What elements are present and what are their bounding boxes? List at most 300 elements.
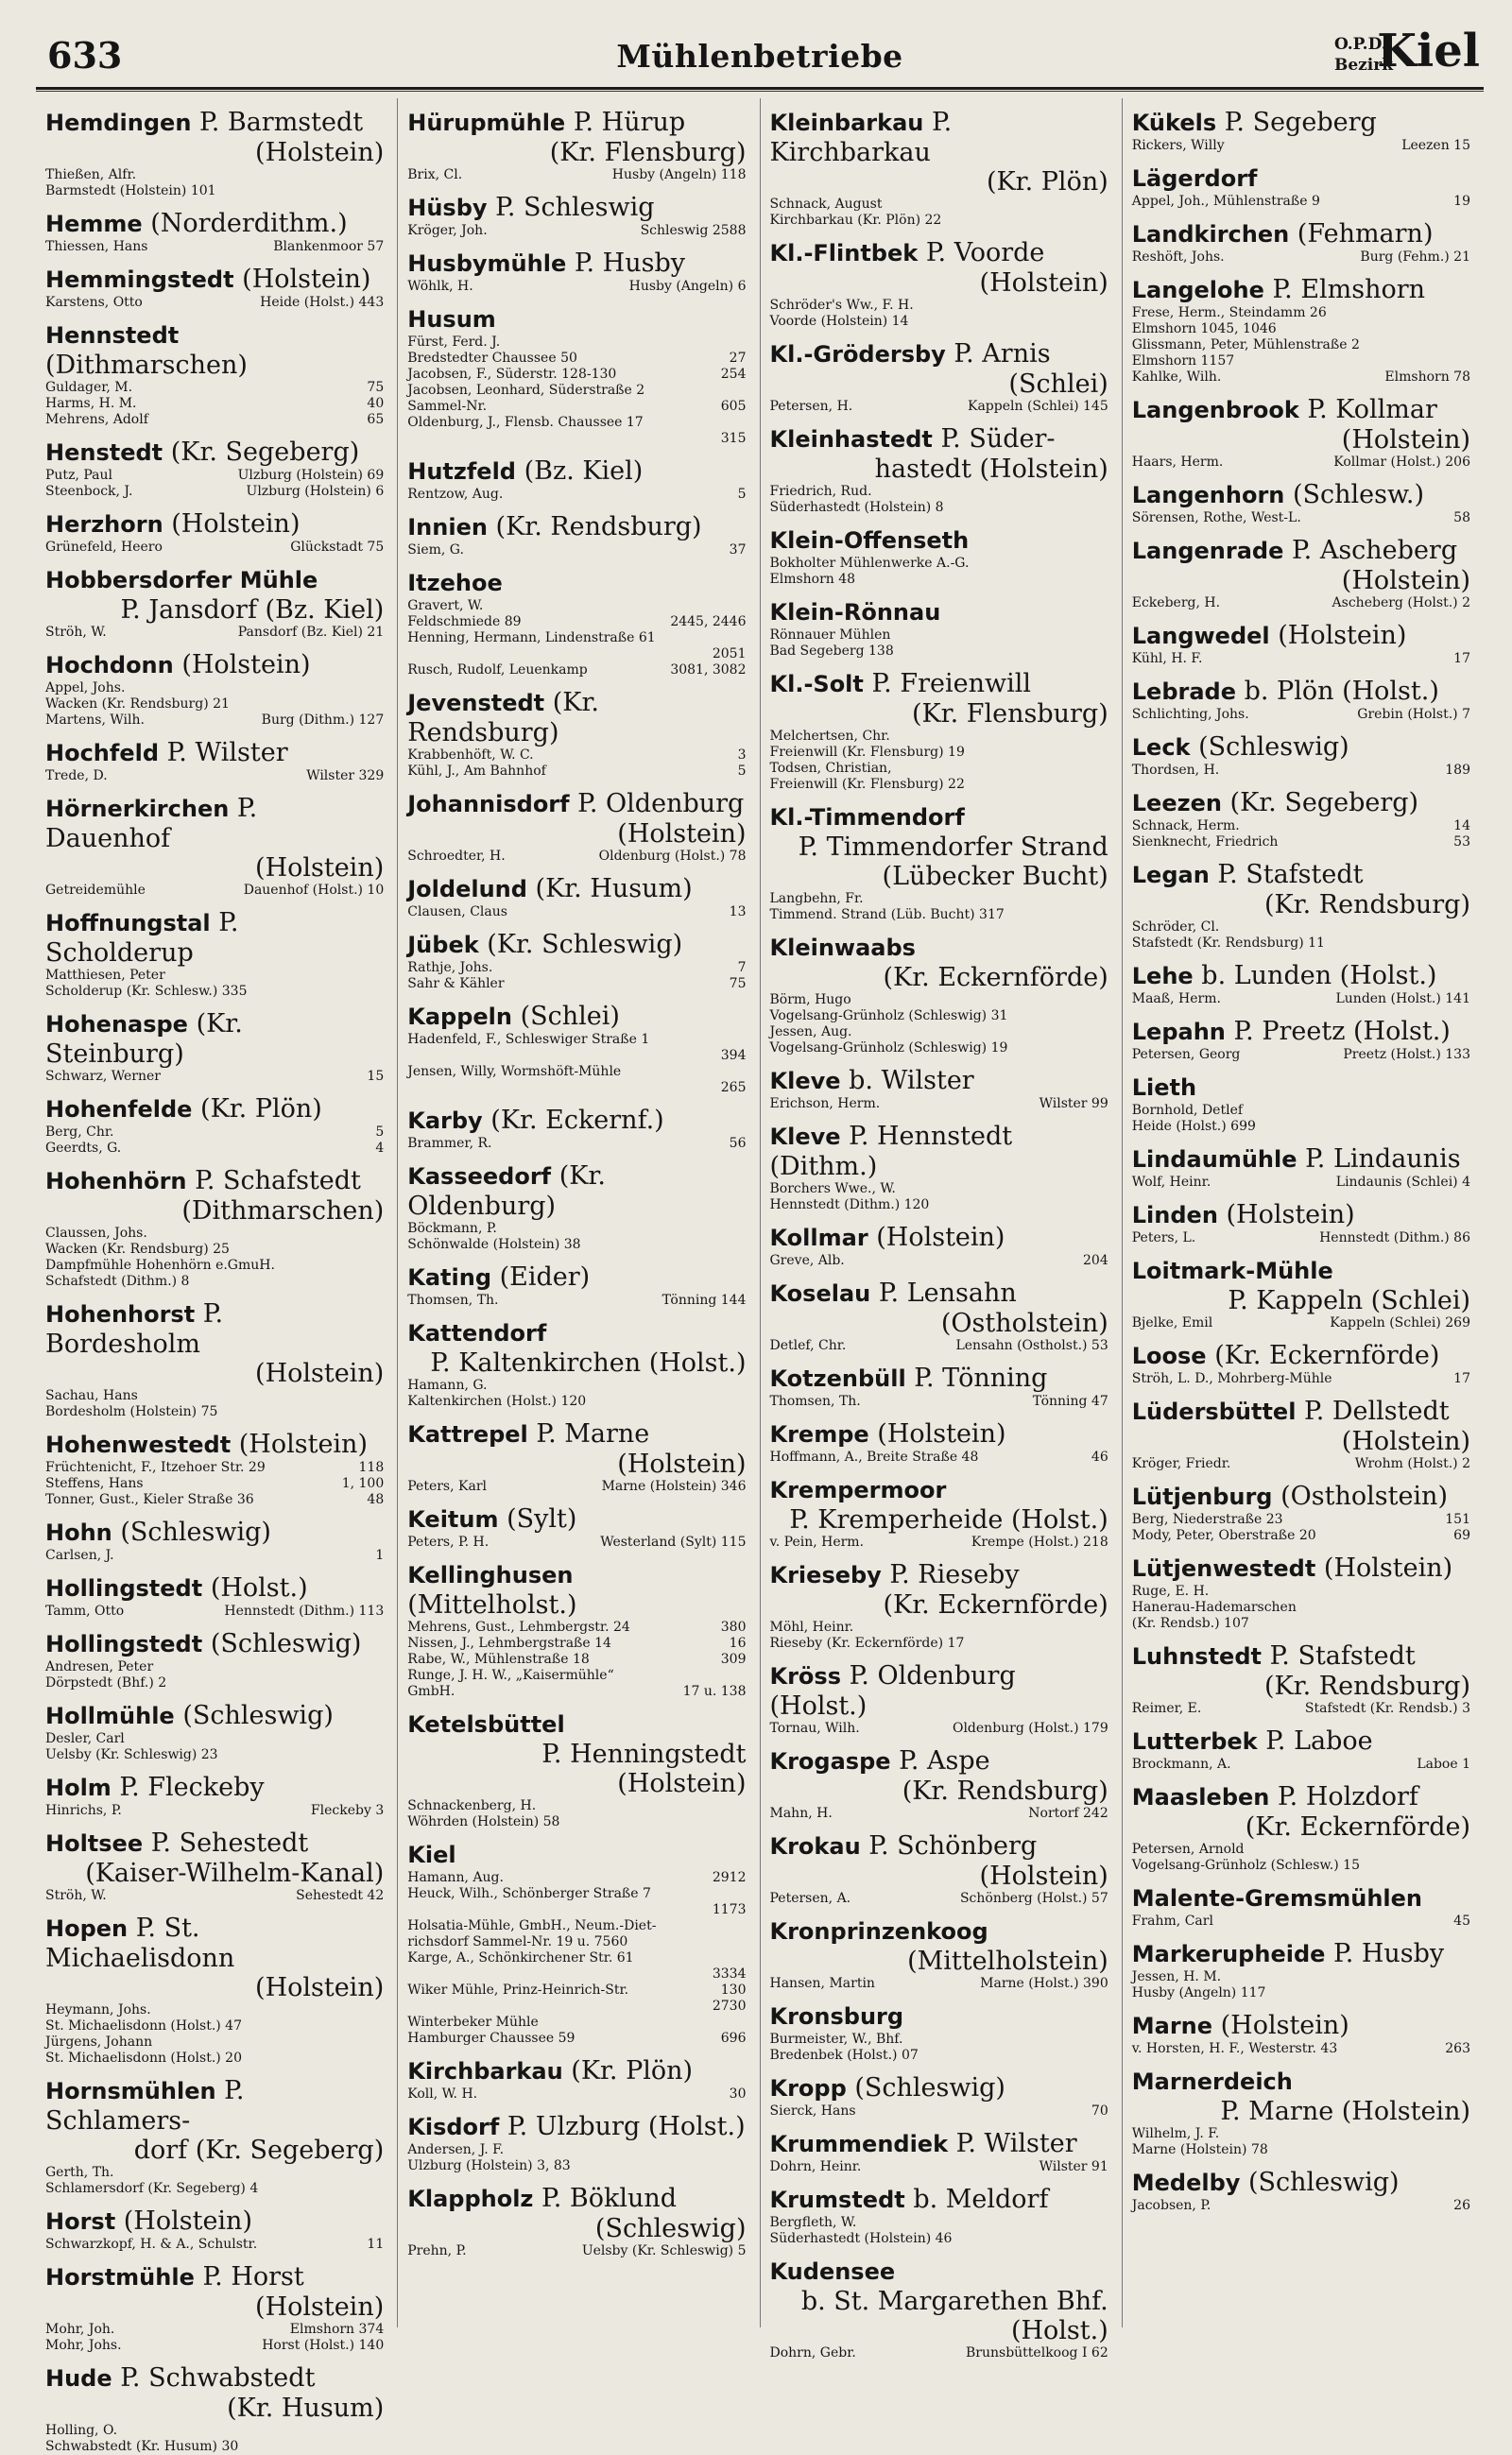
place-qualifier: (Kr. Rendsburg) [495,512,702,541]
place-heading [407,2184,746,2214]
place-entry [770,1122,1108,1213]
place-entry [1132,395,1470,471]
mill-listing [1132,337,1470,353]
place-qualifier: P. Wilster [955,2129,1077,2158]
mill-listing [407,1934,746,1950]
mill-listing [45,2018,384,2034]
phone-number: 605 [720,399,747,414]
place-heading [407,1709,746,1740]
mill-owner: Peters, L. [1131,1230,1196,1245]
mill-owner: Bokholter Mühlenwerke A.-G. [769,556,970,571]
mill-owner: Thomsen, Th. [407,1293,499,1308]
place-entry [45,1094,384,1157]
place-qualifier: (Holst.) [210,1573,308,1603]
mill-owner: Mehrens, Gust., Lehmbergstr. 24 [407,1620,630,1635]
place-name: Kükels [1131,110,1217,136]
place-qualifier: P. Tönning [914,1364,1048,1393]
mill-owner: Reimer, E. [1131,1701,1202,1716]
place-entry [1132,108,1470,154]
place-entry [407,789,746,865]
place-name: Hörnerkirchen [45,796,230,822]
phone-number: 2912 [712,1870,747,1885]
place-qualifier: (Holstein) [1226,1200,1355,1229]
place-heading [770,339,1108,369]
mill-listing [1132,1315,1470,1331]
mill-listing [770,1450,1108,1466]
place-qualifier-line: (Holstein) [255,2292,385,2322]
mill-listing [45,1659,384,1675]
mill-listing [407,1902,746,1918]
place-heading [45,1299,384,1359]
mill-listing [770,1197,1108,1213]
mill-owner: Andresen, Peter [45,1659,154,1674]
place-entry [770,1223,1108,1269]
place-name: Hennstedt [45,322,180,349]
mill-listing [770,1008,1108,1024]
mill-owner: Ströh, L. D., Mohrberg-Mühle [1131,1371,1332,1386]
place-heading [1132,1939,1470,1969]
mill-owner: (Kr. Rendsb.) 107 [1131,1616,1249,1631]
mill-listing [770,1806,1108,1822]
place-entry [770,1831,1108,1907]
place-heading [45,1573,384,1604]
place-heading [407,930,746,960]
place-entry [45,1573,384,1620]
place-heading [407,1318,746,1348]
mill-owner: Frese, Herm., Steindamm 26 [1131,305,1327,320]
bezirk-label: Bezirk [1333,56,1393,75]
mill-listing [45,1274,384,1290]
place-name: Klein-Rönnau [769,599,941,626]
mill-listing [770,1721,1108,1737]
mill-owner: Schnack, Herm. [1131,818,1240,833]
place-qualifier: P. Arnis [954,339,1051,369]
phone-number: 130 [720,1983,747,1998]
place-name: Markerupheide [1131,1941,1326,1967]
mill-owner: Jacobsen, P. [1131,2198,1211,2213]
place-qualifier: P. Dauenhof [45,794,258,853]
mill-listing [407,335,746,351]
mill-owner: Jacobsen, Leonhard, Süderstraße 2 [407,383,645,398]
phone-number: Nortorf 242 [1028,1806,1108,1821]
place-heading [1132,2168,1470,2198]
mill-listing [770,484,1108,500]
mill-listing [1132,305,1470,321]
mill-listing [407,2015,746,2031]
place-name: Kleve [769,1124,841,1150]
place-entry [45,265,384,311]
place-qualifier-line: (Holstein) [255,853,385,883]
mill-listing [407,167,746,183]
mill-listing [1132,1701,1470,1717]
mill-listing [45,1242,384,1258]
place-qualifier: (Holstein) [171,509,301,539]
place-entry [45,509,384,556]
phone-number: 15 [367,1069,385,1084]
place-name: Leezen [1131,790,1222,816]
place-name: Marne [1131,2013,1213,2039]
mill-listing [45,2338,384,2354]
place-name: Hohenaspe [45,1011,188,1038]
place-heading [770,1364,1108,1394]
mill-owner: Thiessen, Hans [45,239,148,254]
place-entry [407,1419,746,1495]
place-qualifier-line: (Holstein) [1341,566,1470,595]
mill-listing [45,2237,384,2253]
place-name: Kronsburg [769,2003,904,2030]
place-qualifier: P. Kollmar [1307,395,1437,424]
place-qualifier: (Kr. Plön) [200,1094,322,1124]
mill-listing [770,556,1108,572]
mill-owner: richsdorf Sammel-Nr. 19 u. 7560 [407,1934,628,1949]
place-name: Husum [407,306,496,333]
phone-number: Krempe (Holst.) 218 [971,1535,1108,1550]
phone-number: 263 [1445,2041,1470,2056]
place-heading [1132,480,1470,510]
place-heading [407,512,746,542]
mill-listing [1132,1600,1470,1616]
place-qualifier: P. Marne [536,1419,650,1449]
place-entry [45,1166,384,1290]
place-heading [770,597,1108,627]
phone-number: 151 [1445,1512,1470,1527]
place-name: Malente-Gremsmühlen [1131,1885,1423,1912]
place-qualifier: P. Holzdorf [1277,1782,1418,1811]
place-name: Kappeln [407,1004,512,1030]
place-entry [45,2206,384,2253]
place-heading [407,2056,746,2086]
mill-listing [45,1747,384,1763]
place-name: Kronprinzenkoog [769,1918,988,1945]
mill-listing [770,1636,1108,1652]
phone-number: Schleswig 2588 [640,223,747,238]
place-heading [45,108,384,138]
place-name: Hopen [45,1915,129,1942]
phone-number: 19 [1453,194,1470,209]
place-name: Holtsee [45,1830,144,1857]
place-entry [45,1773,384,1819]
place-name: Langenhorn [1131,482,1285,508]
mill-owner: Melchertsen, Chr. [769,729,890,744]
phone-number: 1 [375,1548,385,1563]
mill-owner: Desler, Carl [45,1731,125,1746]
mill-owner: Rabe, W., Mühlenstraße 18 [407,1652,590,1667]
place-qualifier-line: P. Henningstedt (Holstein) [541,1740,747,1798]
mill-listing [407,1668,746,1684]
mill-listing [45,696,384,712]
mill-listing [45,1548,384,1564]
mill-owner: Jessen, Aug. [769,1024,852,1039]
mill-listing [407,1620,746,1636]
place-entry [1132,275,1470,386]
mill-listing [770,1040,1108,1056]
place-name: Lebrade [1131,678,1236,705]
place-entry [407,2112,746,2174]
place-name: Loitmark-Mühle [1131,1258,1333,1284]
place-qualifier: P. Voorde [925,238,1045,267]
place-name: Hollmühle [45,1703,175,1729]
phone-number: 309 [720,1652,747,1667]
place-entry [1132,1726,1470,1773]
place-entry [45,794,384,899]
mill-listing [45,2322,384,2338]
mill-listing [407,2031,746,2047]
place-qualifier: P. Oldenburg (Holst.) [769,1661,1016,1721]
place-qualifier: (Kr. Plön) [571,2056,694,2086]
place-heading [770,238,1108,268]
place-heading [770,1475,1108,1505]
place-heading [770,1419,1108,1450]
place-entry [45,565,384,641]
place-qualifier: (Schlesw.) [1292,480,1425,509]
place-qualifier-line: (Kr. Eckernförde) [1245,1812,1470,1842]
mill-listing [407,1950,746,1966]
place-entry [45,2076,384,2197]
place-qualifier: (Schleswig) [210,1629,362,1658]
place-entry [45,320,384,428]
mill-listing [407,1221,746,1237]
mill-owner: Runge, J. H. W., „Kaisermühle“ [407,1668,614,1683]
place-qualifier: b. Meldorf [913,2185,1049,2214]
mill-owner: Jacobsen, F., Süderstr. 128-130 [407,367,617,382]
mill-owner: Rönnauer Mühlen [769,627,891,643]
place-qualifier: (Kr. Segeberg) [1229,788,1419,817]
place-entry [1132,1397,1470,1472]
mill-listing [45,1731,384,1747]
place-name: Hochdonn [45,652,174,678]
mill-listing [1132,1512,1470,1528]
mill-listing [407,1983,746,1999]
place-entry [1132,1939,1470,2001]
mill-owner: Jessen, H. M. [1131,1969,1222,1984]
mill-owner: Jürgens, Johann [45,2034,153,2050]
place-entry [770,2129,1108,2175]
phone-number: Burg (Fehm.) 21 [1360,249,1470,265]
mill-listing [407,1999,746,2015]
place-name: Hoffnungstal [45,910,211,936]
mill-listing [1132,2041,1470,2057]
place-qualifier-line: (Holstein) [255,1359,385,1388]
mill-listing [407,976,746,992]
mill-owner: Kaltenkirchen (Holst.) 120 [407,1394,587,1409]
place-name: Lägerdorf [1131,165,1258,192]
place-heading [45,320,384,380]
place-entry [1132,1144,1470,1191]
place-qualifier: P. Dellstedt [1304,1397,1450,1426]
phone-number: Marne (Holstein) 346 [601,1479,747,1494]
mill-owner: Wöhlk, H. [407,279,473,294]
place-name: Hollingstedt [45,1631,203,1657]
place-qualifier: (Kr. Husum) [535,874,693,903]
place-name: Hude [45,2365,112,2392]
mill-listing [407,1293,746,1309]
phone-number: Wrohm (Holst.) 2 [1354,1456,1470,1471]
place-name: Jübek [407,932,479,958]
place-name: Hollingstedt [45,1575,203,1602]
place-entry [1132,1017,1470,1063]
mill-owner: Stafstedt (Kr. Rendsburg) 11 [1131,936,1325,951]
place-name: Kleinhastedt [769,426,933,453]
mill-listing [770,1976,1108,1992]
mill-owner: Berg, Niederstraße 23 [1131,1512,1283,1527]
place-entry [770,1364,1108,1410]
place-entry [770,802,1108,923]
place-entry [1132,677,1470,723]
mill-listing [45,1258,384,1274]
place-name: Kattendorf [407,1320,547,1347]
mill-owner: Petersen, Georg [1131,1047,1241,1062]
mill-listing [770,1181,1108,1197]
mill-listing [45,625,384,641]
mill-owner: Thießen, Alfr. [45,167,137,182]
place-name: Kropp [769,2075,847,2102]
mill-listing [770,2048,1108,2064]
mill-owner: Tornau, Wilh. [769,1721,860,1736]
place-name: Hohenfelde [45,1096,193,1123]
mill-owner: Jensen, Willy, Wormshöft-Mühle [407,1064,622,1079]
mill-listing [1132,991,1470,1007]
place-qualifier: (Sylt) [507,1504,577,1534]
mill-owner: Wilhelm, J. F. [1131,2126,1220,2141]
place-qualifier: P. Oldenburg [577,789,745,818]
mill-listing [1132,138,1470,154]
mill-owner: Oldenburg, J., Flensb. Chaussee 17 [407,415,644,430]
place-entry [45,2262,384,2354]
place-qualifier: (Holstein) [123,2206,252,2236]
mill-owner: Gravert, W. [407,598,484,613]
mill-owner: v. Pein, Herm. [769,1535,865,1550]
mill-owner: Karstens, Otto [45,295,143,310]
place-heading [45,908,384,968]
place-heading [770,2073,1108,2103]
mill-owner: Uelsby (Kr. Schleswig) 23 [45,1747,218,1762]
mill-listing [407,431,746,447]
place-name: Hornsmühlen [45,2078,216,2104]
mill-owner: Kahlke, Wilh. [1131,369,1222,385]
mill-owner: Freienwill (Kr. Flensburg) 22 [769,777,965,792]
mill-owner: Elmshorn 48 [769,572,856,587]
mill-owner: Schlamersdorf (Kr. Segeberg) 4 [45,2181,259,2196]
phone-number: 16 [729,1636,747,1651]
phone-number: 118 [358,1460,385,1475]
mill-listing [770,777,1108,793]
phone-number: Blankenmoor 57 [273,239,385,254]
column-2 [398,98,760,2327]
place-qualifier-line: (Holst.) [1010,2316,1108,2345]
phone-number: Ascheberg (Holst.) 2 [1332,595,1470,610]
mill-owner: Bjelke, Emil [1131,1315,1213,1331]
place-qualifier-line: P. Jansdorf (Bz. Kiel) [120,595,385,625]
mill-listing [770,1620,1108,1636]
place-name: Horstmühle [45,2264,195,2291]
mill-listing [407,1886,746,1902]
mill-listing [1132,1914,1470,1930]
mill-listing [1132,1456,1470,1472]
place-heading [407,1840,746,1870]
place-heading [45,2262,384,2292]
place-heading [770,2185,1108,2215]
place-heading [770,669,1108,699]
place-heading [45,1166,384,1196]
mill-owner: Berg, Chr. [45,1124,114,1140]
mill-owner: Tonner, Gust., Kieler Straße 36 [45,1492,254,1507]
mill-listing [407,598,746,614]
mill-owner: Schnack, August [769,197,883,212]
place-name: Medelby [1131,2170,1241,2196]
place-heading [407,1560,746,1620]
mill-listing [407,1636,746,1652]
place-qualifier: P. Segeberg [1224,108,1377,137]
place-heading [407,1002,746,1032]
mill-owner: Kühl, H. F. [1131,651,1203,666]
mill-listing [407,1394,746,1410]
mill-owner: Bergfleth, W. [769,2215,857,2230]
mill-listing [1132,321,1470,337]
place-qualifier: P. Stafstedt [1269,1641,1416,1671]
place-name: Karby [407,1107,483,1134]
mill-owner: v. Horsten, H. F., Westerstr. 43 [1131,2041,1338,2056]
place-qualifier: b. Lunden (Holst.) [1201,961,1437,990]
place-heading [407,1161,746,1221]
place-entry [45,908,384,1000]
mill-listing [407,1064,746,1080]
mill-owner: Marne (Holstein) 78 [1131,2142,1268,2157]
mill-listing [1132,818,1470,834]
place-entry [407,304,746,447]
place-qualifier: (Kr. Rendsburg) [407,688,599,747]
place-name: Johannisdorf [407,791,570,817]
mill-owner: Schönwalde (Holstein) 38 [407,1237,581,1252]
mill-owner: Dohrn, Gebr. [769,2345,856,2361]
page-number: 633 [47,34,123,77]
mill-owner: Brockmann, A. [1131,1757,1231,1772]
mill-owner: Clausen, Claus [407,904,507,919]
place-entry [407,1709,746,1830]
mill-owner: Putz, Paul [45,468,112,483]
mill-listing [45,239,384,255]
place-qualifier-line: (Holstein) [979,1862,1108,1891]
mill-owner: Prehn, P. [407,2243,467,2258]
place-heading [1132,2067,1470,2097]
place-name: Hobbersdorfer Mühle [45,567,318,593]
mill-owner: Appel, Johs. [45,680,126,695]
phone-number: Husby (Angeln) 6 [628,279,747,294]
place-heading [45,1430,384,1460]
place-qualifier: P. Elmshorn [1272,275,1426,304]
place-heading [1132,1144,1470,1175]
mill-listing [407,351,746,367]
mill-listing [770,1338,1108,1354]
place-entry [407,1106,746,1152]
mill-owner: Schroedter, H. [407,849,506,864]
place-name: Krieseby [769,1562,882,1588]
mill-owner: Steffens, Hans [45,1476,144,1491]
mill-owner: Hanerau-Hademarschen [1131,1600,1297,1615]
place-qualifier: P. Lindaunis [1305,1144,1461,1174]
mill-owner: Böckmann, P. [407,1221,497,1236]
place-entry [45,1009,384,1085]
mill-owner: Carlsen, J. [45,1548,114,1563]
mill-listing [770,729,1108,745]
mill-listing [1132,369,1470,386]
mill-owner: St. Michaelisdonn (Holst.) 47 [45,2018,242,2034]
mill-listing [1132,707,1470,723]
mill-owner: Heuck, Wilh., Schönberger Straße 7 [407,1886,651,1901]
phone-number: 7 [737,960,747,975]
mill-listing [770,2345,1108,2361]
opd-label: O.P.D. [1333,35,1387,54]
place-heading [407,193,746,223]
